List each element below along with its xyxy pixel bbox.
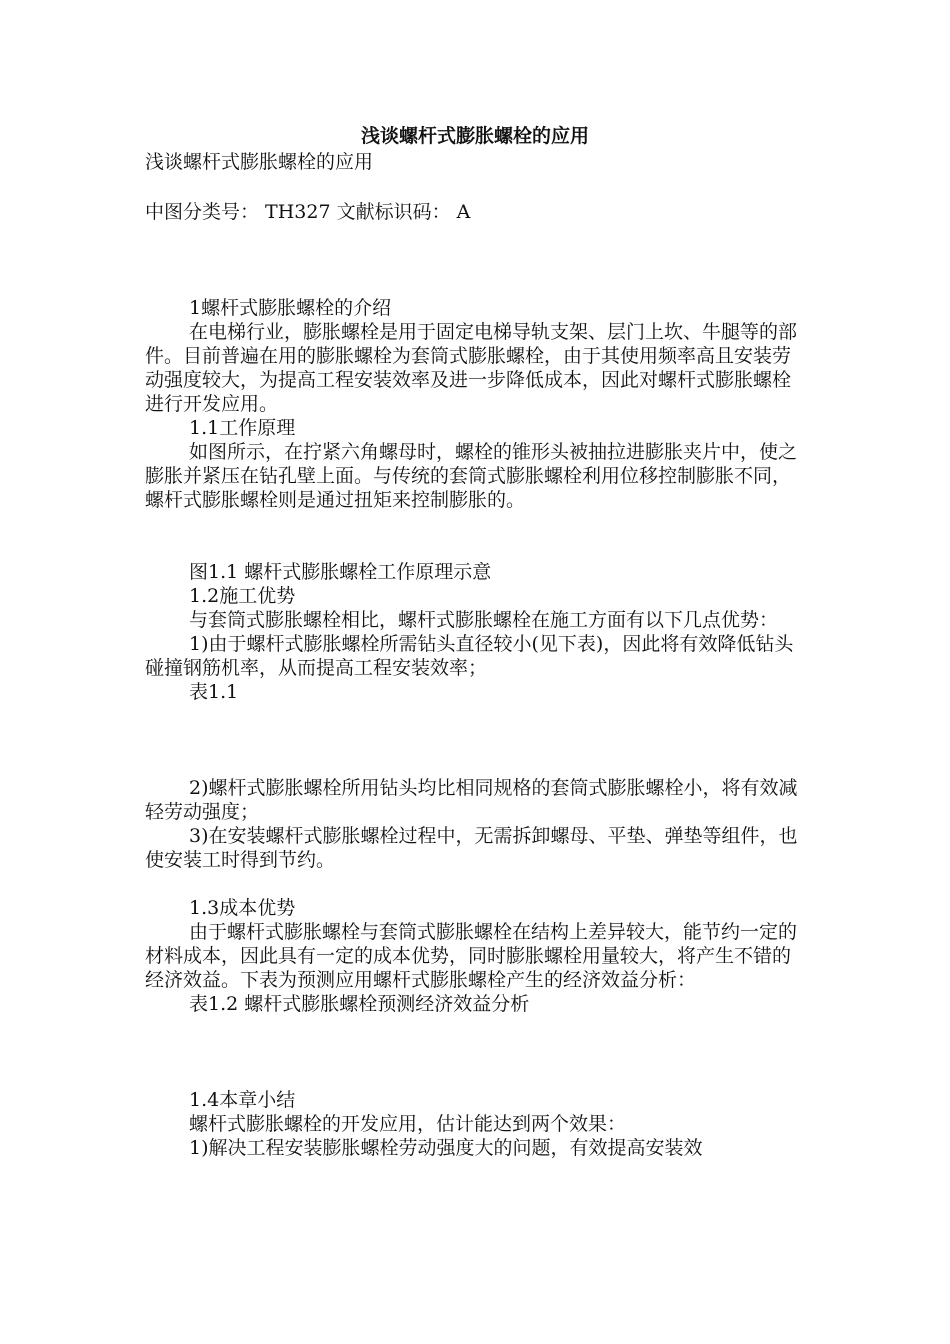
- paragraph: 螺杆式膨胀螺栓的开发应用，估计能达到两个效果：: [189, 1113, 627, 1135]
- section-heading: 1.1工作原理: [189, 417, 296, 439]
- section-heading: 1.2施工优势: [189, 585, 296, 607]
- document-subtitle: 浅谈螺杆式膨胀螺栓的应用: [145, 151, 374, 173]
- paragraph: 1)由于螺杆式膨胀螺栓所需钻头直径较小(见下表)，因此将有效降低钻头碰撞钢筋机率，从而提高工程安装效率；: [145, 633, 794, 679]
- paragraph: 2)螺杆式膨胀螺栓所用钻头均比相同规格的套筒式膨胀螺栓小，将有效减轻劳动强度；: [145, 777, 798, 823]
- classification-line: 中图分类号： TH327 文献标识码： A: [145, 201, 471, 223]
- figure-caption: 图1.1 螺杆式膨胀螺栓工作原理示意: [189, 561, 492, 583]
- document-body: [145, 150, 805, 1160]
- paragraph: 在电梯行业，膨胀螺栓是用于固定电梯导轨支架、层门上坎、牛腿等的部件。目前普遍在用的膨胀螺栓为套筒式膨胀螺栓，由于其使用频率高且安装劳动强度较大，为提高工程安装效率及进一步降低成本，因此对螺杆式膨胀螺栓进行开发应用。: [145, 321, 798, 415]
- section-heading: 1.4本章小结: [189, 1089, 296, 1111]
- section-heading: 1.3成本优势: [189, 897, 296, 919]
- table-caption: 表1.2 螺杆式膨胀螺栓预测经济效益分析: [189, 993, 530, 1015]
- paragraph: 如图所示，在拧紧六角螺母时，螺栓的锥形头被抽拉进膨胀夹片中，使之膨胀并紧压在钻孔壁上面。与传统的套筒式膨胀螺栓利用位移控制膨胀不同，螺杆式膨胀螺栓则是通过扭矩来控制膨胀的。: [145, 441, 798, 511]
- paragraph: 与套筒式膨胀螺栓相比，螺杆式膨胀螺栓在施工方面有以下几点优势：: [189, 609, 779, 631]
- paragraph: 由于螺杆式膨胀螺栓与套筒式膨胀螺栓在结构上差异较大，能节约一定的材料成本，因此具有一定的成本优势，同时膨胀螺栓用量较大，将产生不错的经济效益。下表为预测应用螺杆式膨胀螺栓产生的经济效益分析：: [145, 921, 798, 991]
- document-title: 浅谈螺杆式膨胀螺栓的应用: [360, 125, 589, 147]
- section-heading: 1螺杆式膨胀螺栓的介绍: [189, 297, 392, 319]
- paragraph: 3)在安装螺杆式膨胀螺栓过程中，无需拆卸螺母、平垫、弹垫等组件，也使安装工时得到节约。: [145, 825, 798, 871]
- paragraph: 1)解决工程安装膨胀螺栓劳动强度大的问题，有效提高安装效: [189, 1137, 703, 1159]
- table-caption: 表1.1: [189, 681, 239, 703]
